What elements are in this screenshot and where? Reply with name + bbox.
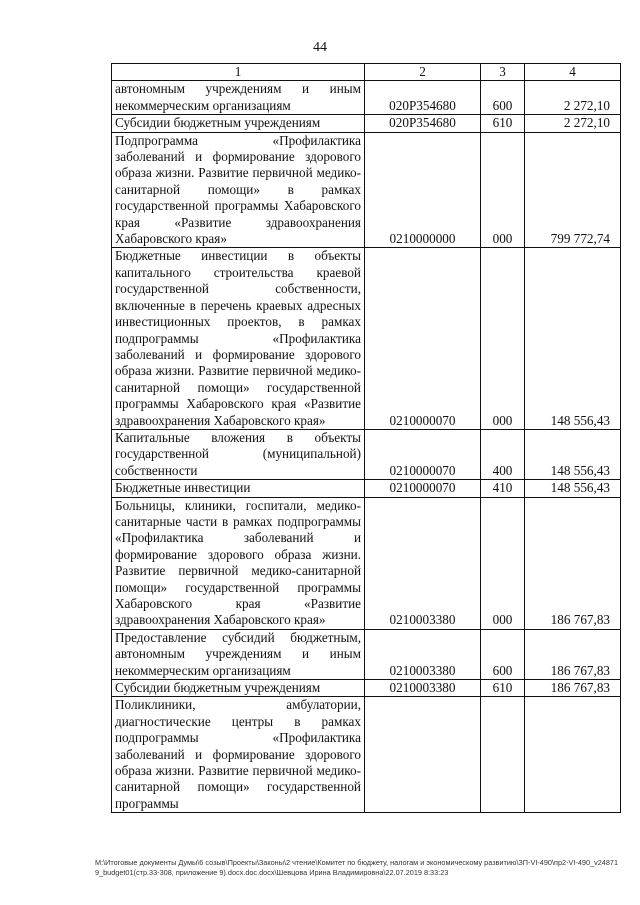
- file-path-footer: M:\Итоговые документы Думы\6 созыв\Проекты\Законы\2 чтение\Комитет по бюджету, налогам и экономическому развитию\ЗП-VI-490\пр2-VI-490_v248719_budget01(стр.33-308, приложение 9).docx.doc.docx\Шевцова Ирина Владимировна\22.07.2019 8:33:23: [95, 858, 619, 877]
- row-description: Поликлиники, амбулатории, диагностические центры в рамках подпрограммы «Профилактика заболеваний и формирование здорового образа жизни. Развитие первичной медико-санитарной помощи» государственной программы: [112, 697, 365, 813]
- column-header: 2: [365, 64, 481, 81]
- table-row: [112, 497, 621, 629]
- row-description: Субсидии бюджетным учреждениям: [112, 680, 365, 697]
- table-row: [112, 680, 621, 697]
- row-type: [481, 697, 525, 813]
- row-amount: [525, 697, 621, 813]
- row-description: Капитальные вложения в объекты государственной (муниципальной) собственности: [112, 429, 365, 479]
- row-amount: 186 767,83: [525, 497, 621, 629]
- row-amount: 186 767,83: [525, 629, 621, 679]
- row-code: 0210003380: [365, 497, 481, 629]
- row-code: 020P354680: [365, 115, 481, 132]
- row-code: [365, 697, 481, 813]
- row-amount: 2 272,10: [525, 115, 621, 132]
- row-code: 0210000070: [365, 480, 481, 497]
- row-code: 020P354680: [365, 81, 481, 115]
- row-type: 000: [481, 497, 525, 629]
- table-row: [112, 429, 621, 479]
- column-header: 4: [525, 64, 621, 81]
- row-code: 0210000000: [365, 132, 481, 248]
- row-amount: 148 556,43: [525, 429, 621, 479]
- row-code: 0210000070: [365, 429, 481, 479]
- table-row: [112, 132, 621, 248]
- row-description: Подпрограмма «Профилактика заболеваний и формирование здорового образа жизни. Развитие первичной медико-санитарной помощи» в рамках государственной программы Хабаровского края «Развитие здравоохранения Хабаровского края»: [112, 132, 365, 248]
- row-type: 600: [481, 629, 525, 679]
- row-description: Бюджетные инвестиции: [112, 480, 365, 497]
- row-type: 000: [481, 248, 525, 429]
- column-header: 3: [481, 64, 525, 81]
- table-row: [112, 629, 621, 679]
- row-code: 0210003380: [365, 680, 481, 697]
- column-header: 1: [112, 64, 365, 81]
- row-type: 000: [481, 132, 525, 248]
- table-row: [112, 480, 621, 497]
- table-row: [112, 81, 621, 115]
- row-type: 610: [481, 115, 525, 132]
- table-row: [112, 697, 621, 813]
- row-description: Больницы, клиники, госпитали, медико-санитарные части в рамках подпрограммы «Профилактика заболеваний и формирование здорового образа жизни. Развитие первичной медико-санитарной помощи» государственной программы Хабаровского края «Развитие здравоохранения Хабаровского края»: [112, 497, 365, 629]
- row-description: автономным учреждениям и иным некоммерческим организациям: [112, 81, 365, 115]
- row-amount: 148 556,43: [525, 248, 621, 429]
- row-amount: 799 772,74: [525, 132, 621, 248]
- row-amount: 186 767,83: [525, 680, 621, 697]
- table-row: [112, 115, 621, 132]
- row-amount: 2 272,10: [525, 81, 621, 115]
- row-description: Субсидии бюджетным учреждениям: [112, 115, 365, 132]
- row-code: 0210003380: [365, 629, 481, 679]
- row-type: 610: [481, 680, 525, 697]
- table-row: [112, 248, 621, 429]
- row-code: 0210000070: [365, 248, 481, 429]
- row-description: Предоставление субсидий бюджетным, автономным учреждениям и иным некоммерческим организациям: [112, 629, 365, 679]
- row-type: 410: [481, 480, 525, 497]
- row-amount: 148 556,43: [525, 480, 621, 497]
- row-type: 600: [481, 81, 525, 115]
- row-type: 400: [481, 429, 525, 479]
- table-header-row: [112, 64, 621, 81]
- row-description: Бюджетные инвестиции в объекты капитального строительства краевой государственной собственности, включенные в перечень краевых адресных инвестиционных проектов, в рамках подпрограммы «Профилактика заболеваний и формирование здорового образа жизни. Развитие первичной медико-санитарной помощи» государственной программы Хабаровского края «Развитие здравоохранения Хабаровского края»: [112, 248, 365, 429]
- page-number: 44: [313, 40, 327, 55]
- budget-table: [111, 63, 621, 813]
